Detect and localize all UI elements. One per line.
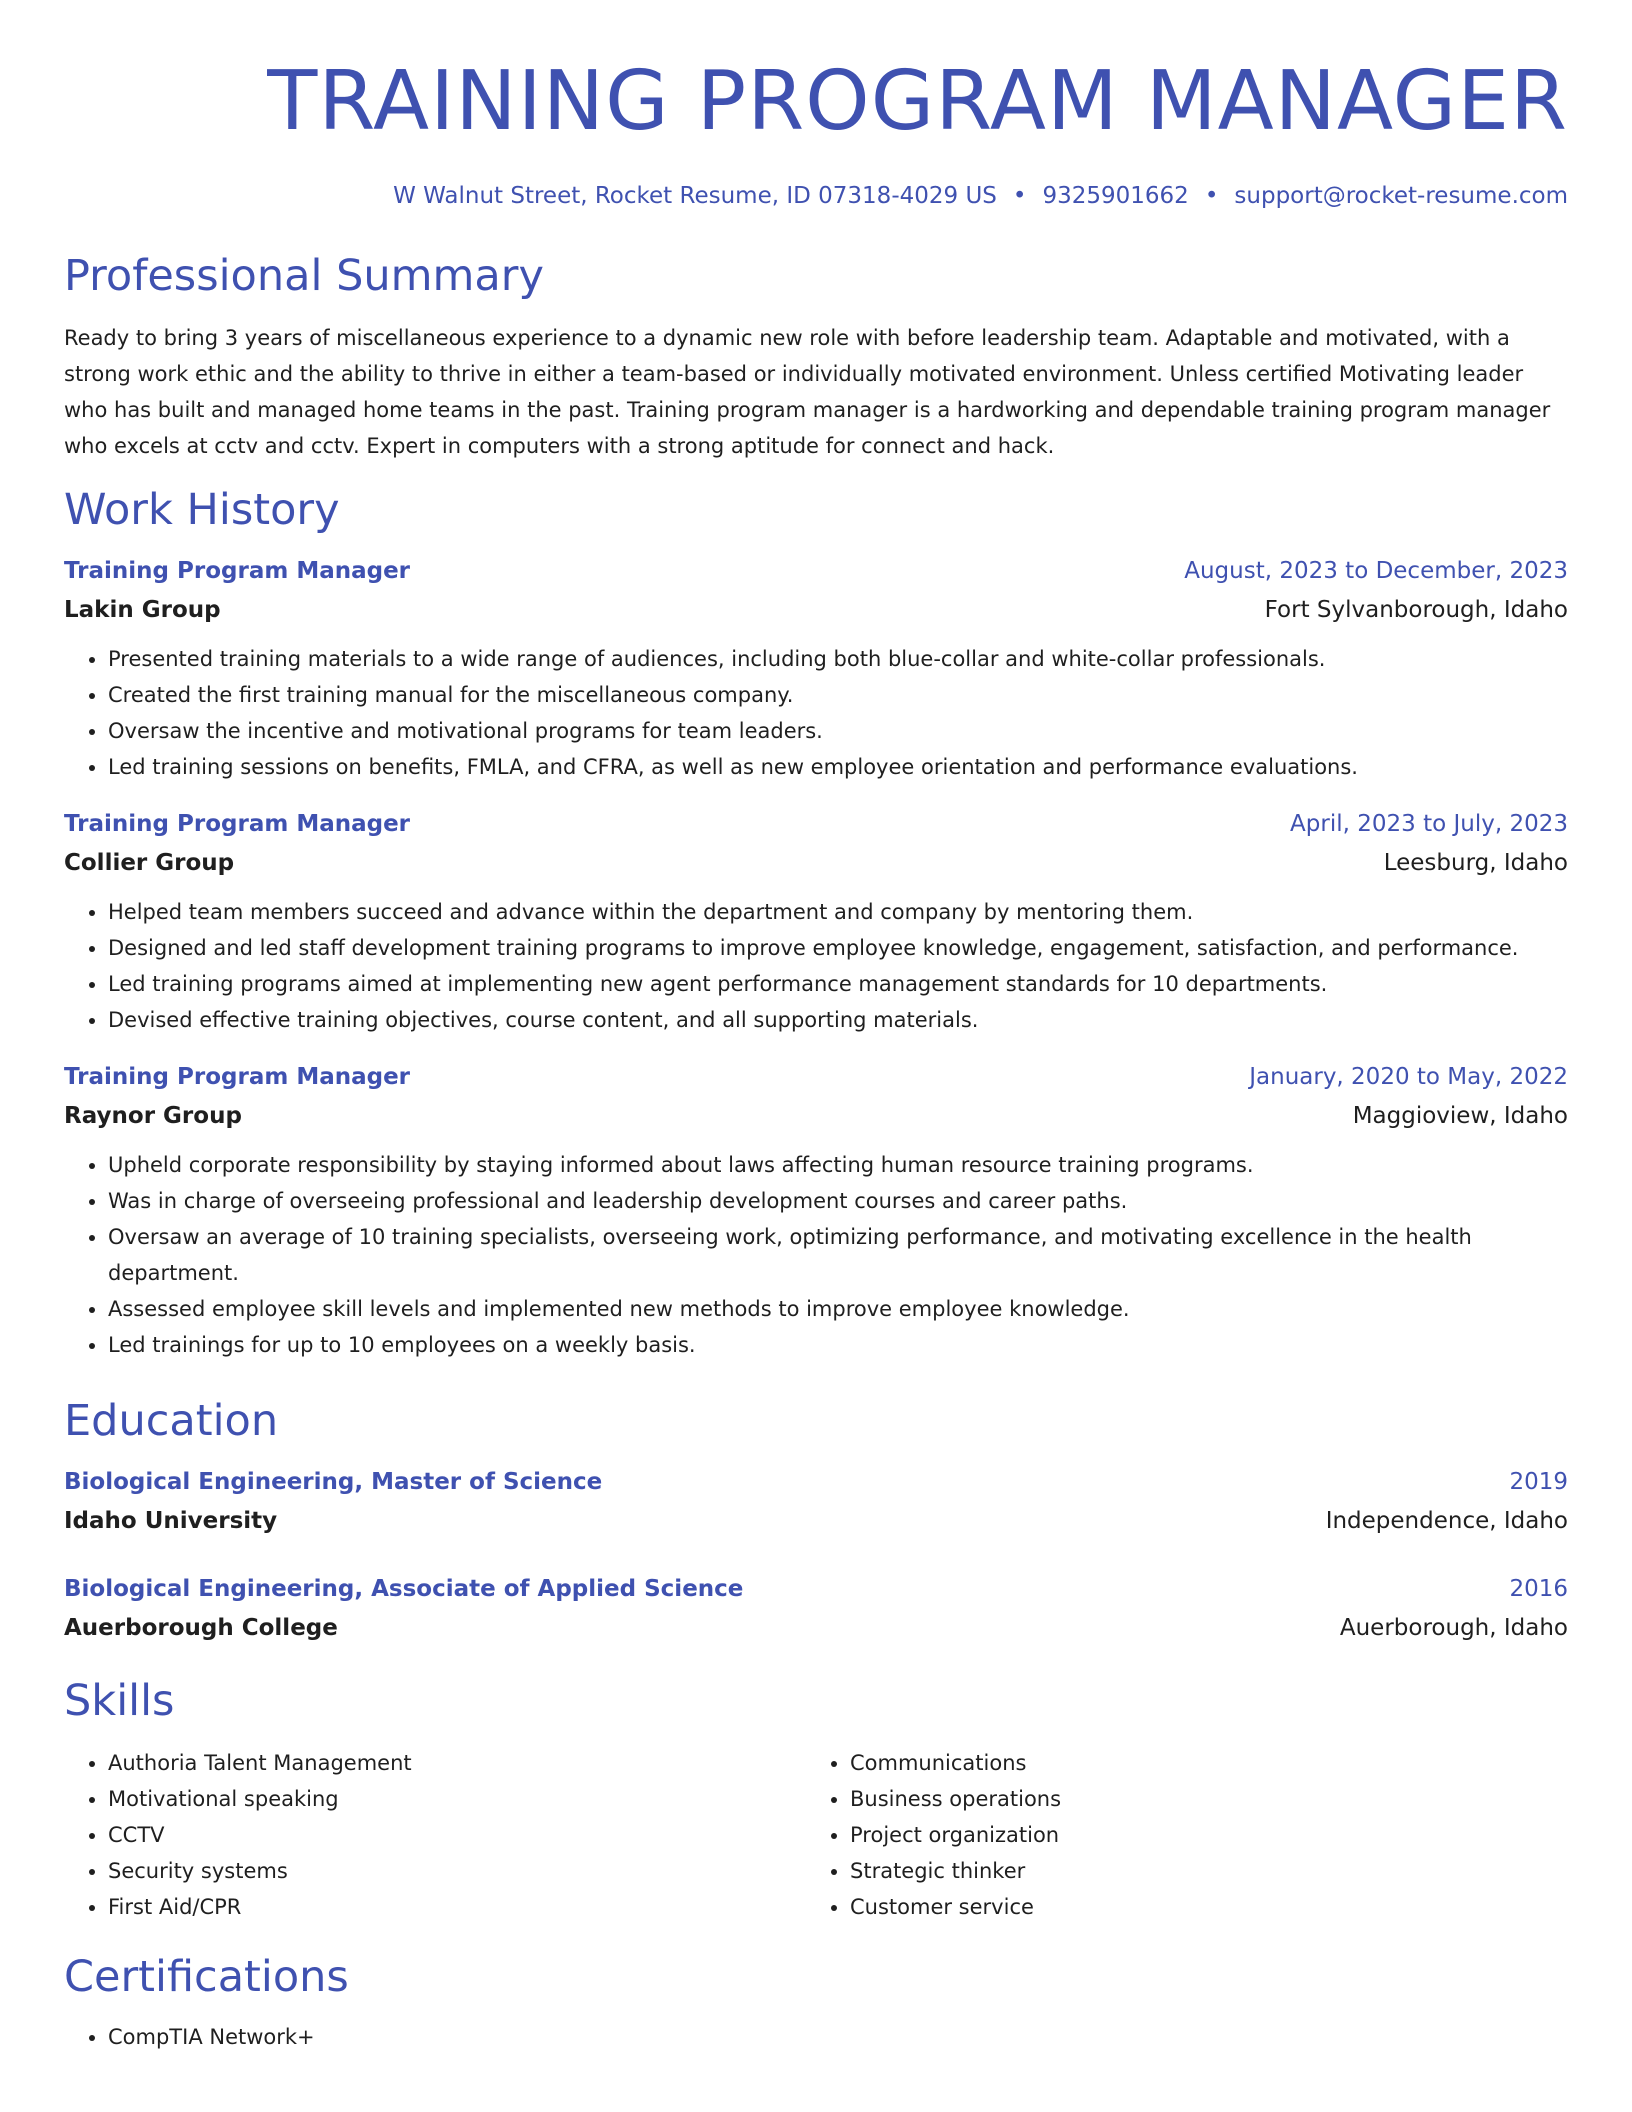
job-role: Training Program Manager — [64, 558, 411, 584]
skills-list-right — [806, 1745, 1548, 1925]
certifications-list — [64, 2019, 1568, 2055]
list-item: • Helped team members succeed and advance within the department and company by mentoring them. — [108, 894, 1568, 930]
job-role: Training Program Manager — [64, 811, 411, 837]
skills-heading: Skills — [64, 1676, 175, 1726]
education-degree: Biological Engineering, Associate of Applied Science — [64, 1576, 744, 1602]
job-entry — [64, 556, 1568, 785]
contact-address: W Walnut Street, Rocket Resume, ID 07318-4029 US — [393, 183, 997, 209]
skills-grid — [64, 1745, 1568, 1925]
list-item: • Upheld corporate responsibility by staying informed about laws affecting human resource training programs. — [108, 1147, 1568, 1183]
job-bullets — [64, 641, 1568, 785]
list-item: • Led training sessions on benefits, FMLA, and CFRA, as well as new employee orientation and performance evaluations. — [108, 749, 1568, 785]
list-item: • Presented training materials to a wide range of audiences, including both blue-collar and white-collar professionals. — [108, 641, 1568, 677]
resume-title: TRAINING PROGRAM MANAGER — [267, 54, 1568, 149]
list-item: • Security systems — [108, 1853, 806, 1889]
education-school: Auerborough College — [64, 1615, 338, 1641]
list-item: • Created the first training manual for the miscellaneous company. — [108, 677, 1568, 713]
contact-separator: • — [1012, 183, 1027, 209]
list-item: • Oversaw an average of 10 training specialists, overseeing work, optimizing performance, and motivating excellence in the health department. — [108, 1219, 1568, 1291]
list-item: • Strategic thinker — [850, 1853, 1548, 1889]
education-heading: Education — [64, 1396, 279, 1446]
work-history-heading: Work History — [64, 485, 340, 535]
education-location: Independence, Idaho — [1325, 1508, 1568, 1534]
list-item: • Project organization — [850, 1817, 1548, 1853]
job-entry — [64, 1062, 1568, 1363]
skills-list-left — [64, 1745, 806, 1925]
education-year: 2016 — [1509, 1576, 1568, 1602]
list-item: • Led training programs aimed at implementing new agent performance management standards for 10 departments. — [108, 966, 1568, 1002]
job-company: Collier Group — [64, 850, 235, 876]
job-location: Leesburg, Idaho — [1383, 850, 1568, 876]
list-item: • Oversaw the incentive and motivational programs for team leaders. — [108, 713, 1568, 749]
education-school: Idaho University — [64, 1508, 278, 1534]
list-item: • Communications — [850, 1745, 1548, 1781]
list-item: • Motivational speaking — [108, 1781, 806, 1817]
job-role: Training Program Manager — [64, 1064, 411, 1090]
list-item: • Devised effective training objectives, course content, and all supporting materials. — [108, 1002, 1568, 1038]
job-company: Lakin Group — [64, 597, 221, 623]
education-location: Auerborough, Idaho — [1339, 1615, 1568, 1641]
job-company: Raynor Group — [64, 1103, 242, 1129]
list-item: • CompTIA Network+ — [108, 2019, 1568, 2055]
list-item: • Assessed employee skill levels and implemented new methods to improve employee knowledge. — [108, 1291, 1568, 1327]
list-item: • Led trainings for up to 10 employees on a weekly basis. — [108, 1327, 1568, 1363]
list-item: • CCTV — [108, 1817, 806, 1853]
education-entry — [64, 1574, 1568, 1643]
education-year: 2019 — [1509, 1469, 1568, 1495]
job-dates: January, 2020 to May, 2022 — [1249, 1064, 1568, 1090]
job-entry — [64, 809, 1568, 1038]
summary-text: Ready to bring 3 years of miscellaneous experience to a dynamic new role with before leadership team. Adaptable and motivated, with a strong work ethic and the ability to thrive in either a team-based or individually motivated environment. Unless certified Motivating leader who has built and managed home teams in the past. Training program manager is a hardworking and dependable training program manager who excels at cctv and cctv. Expert in computers with a strong aptitude for connect and hack. — [64, 326, 1551, 458]
contact-line — [64, 180, 1568, 212]
list-item: • First Aid/CPR — [108, 1889, 806, 1925]
education-degree: Biological Engineering, Master of Science — [64, 1469, 603, 1495]
job-bullets — [64, 1147, 1568, 1363]
job-location: Maggioview, Idaho — [1352, 1103, 1568, 1129]
job-dates: April, 2023 to July, 2023 — [1290, 811, 1568, 837]
job-location: Fort Sylvanborough, Idaho — [1264, 597, 1568, 623]
job-bullets — [64, 894, 1568, 1038]
list-item: • Authoria Talent Management — [108, 1745, 806, 1781]
education-entry — [64, 1467, 1568, 1536]
contact-email: support@rocket-resume.com — [1234, 183, 1568, 209]
contact-separator: • — [1204, 183, 1219, 209]
contact-phone: 9325901662 — [1042, 183, 1189, 209]
list-item: • Designed and led staff development training programs to improve employee knowledge, engagement, satisfaction, and performance. — [108, 930, 1568, 966]
list-item: • Business operations — [850, 1781, 1548, 1817]
list-item: • Customer service — [850, 1889, 1548, 1925]
certifications-heading: Certifications — [64, 1952, 349, 2002]
summary-heading: Professional Summary — [64, 251, 544, 301]
list-item: • Was in charge of overseeing professional and leadership development courses and career paths. — [108, 1183, 1568, 1219]
job-dates: August, 2023 to December, 2023 — [1184, 558, 1568, 584]
